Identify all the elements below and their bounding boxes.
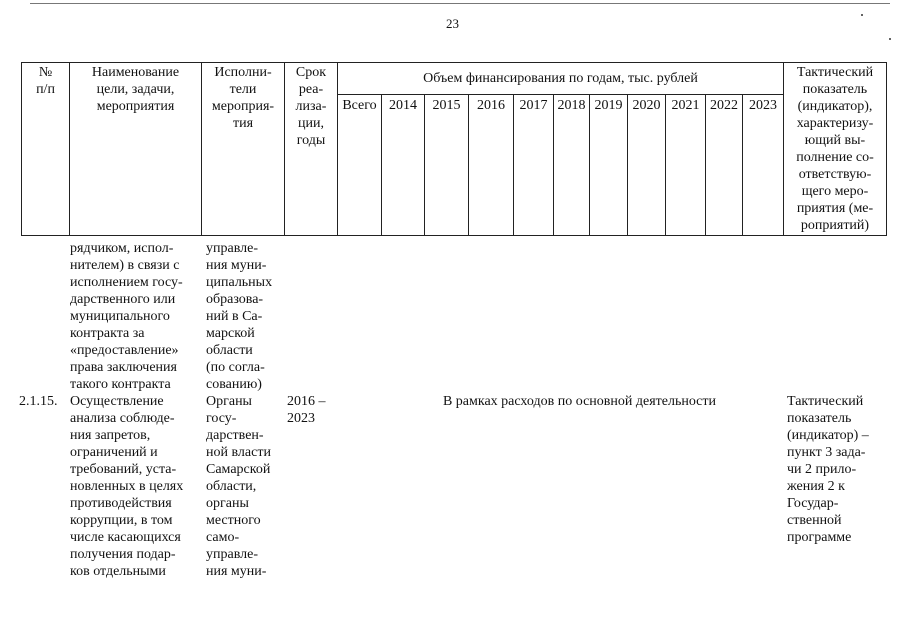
row-period: 2016 – 2023 bbox=[287, 394, 326, 426]
header-year: 2021 bbox=[671, 98, 700, 113]
header-year: 2019 bbox=[594, 98, 623, 113]
header-period: Срок реа- лиза- ции, годы bbox=[295, 65, 327, 148]
row-indicator: Тактический показатель (индикатор) – пункт 3 зада- чи 2 прило- жения 2 к Государ- ственной программе bbox=[787, 394, 869, 545]
table-header bbox=[21, 62, 887, 236]
header-name: Наименование цели, задачи, мероприятия bbox=[91, 65, 180, 114]
continuation-executors: управле- ния муни- ципальных образова- ний в Са- марской области (по согла- сованию) bbox=[206, 241, 273, 392]
header-indicator: Тактический показатель (индикатор), характеризу- ющий вы- полнение со- ответствую- щего меро- приятия (ме- роприятий) bbox=[796, 65, 874, 233]
header-year: 2016 bbox=[477, 98, 505, 113]
header-year: 2022 bbox=[710, 98, 738, 113]
header-year: 2023 bbox=[749, 98, 777, 113]
header-year: 2018 bbox=[557, 98, 586, 113]
header-num: № п/п bbox=[36, 65, 55, 97]
row-name: Осуществление анализа соблюде- ния запретов, ограничений и требований, уста- новленных в целях противодействия коррупции, в том числе касающихся получения подар- ков отдельными bbox=[70, 394, 184, 579]
header-total: Всего bbox=[342, 98, 377, 113]
header-year: 2017 bbox=[519, 98, 548, 113]
continuation-name: рядчиком, испол- нителем) в связи с исполнением госу- дарственного или муниципального контракта за «предоставление» права заключения такого контракта bbox=[70, 241, 183, 392]
row-financing: В рамках расходов по основной деятельности bbox=[442, 394, 717, 409]
header-financing-title: Объем финансирования по годам, тыс. рублей bbox=[423, 71, 698, 86]
page-number: 23 bbox=[446, 16, 459, 31]
row-number: 2.1.15. bbox=[19, 394, 58, 409]
scan-speck bbox=[889, 38, 891, 40]
header-year: 2020 bbox=[632, 98, 661, 113]
header-year: 2015 bbox=[432, 98, 461, 113]
header-executors: Исполни- тели мероприя- тия bbox=[211, 65, 275, 131]
header-year: 2014 bbox=[389, 98, 417, 113]
page-top-rule bbox=[30, 3, 890, 4]
row-executors: Органы госу- дарствен- ной власти Самарской области, органы местного само- управле- ния муни- bbox=[206, 394, 271, 579]
